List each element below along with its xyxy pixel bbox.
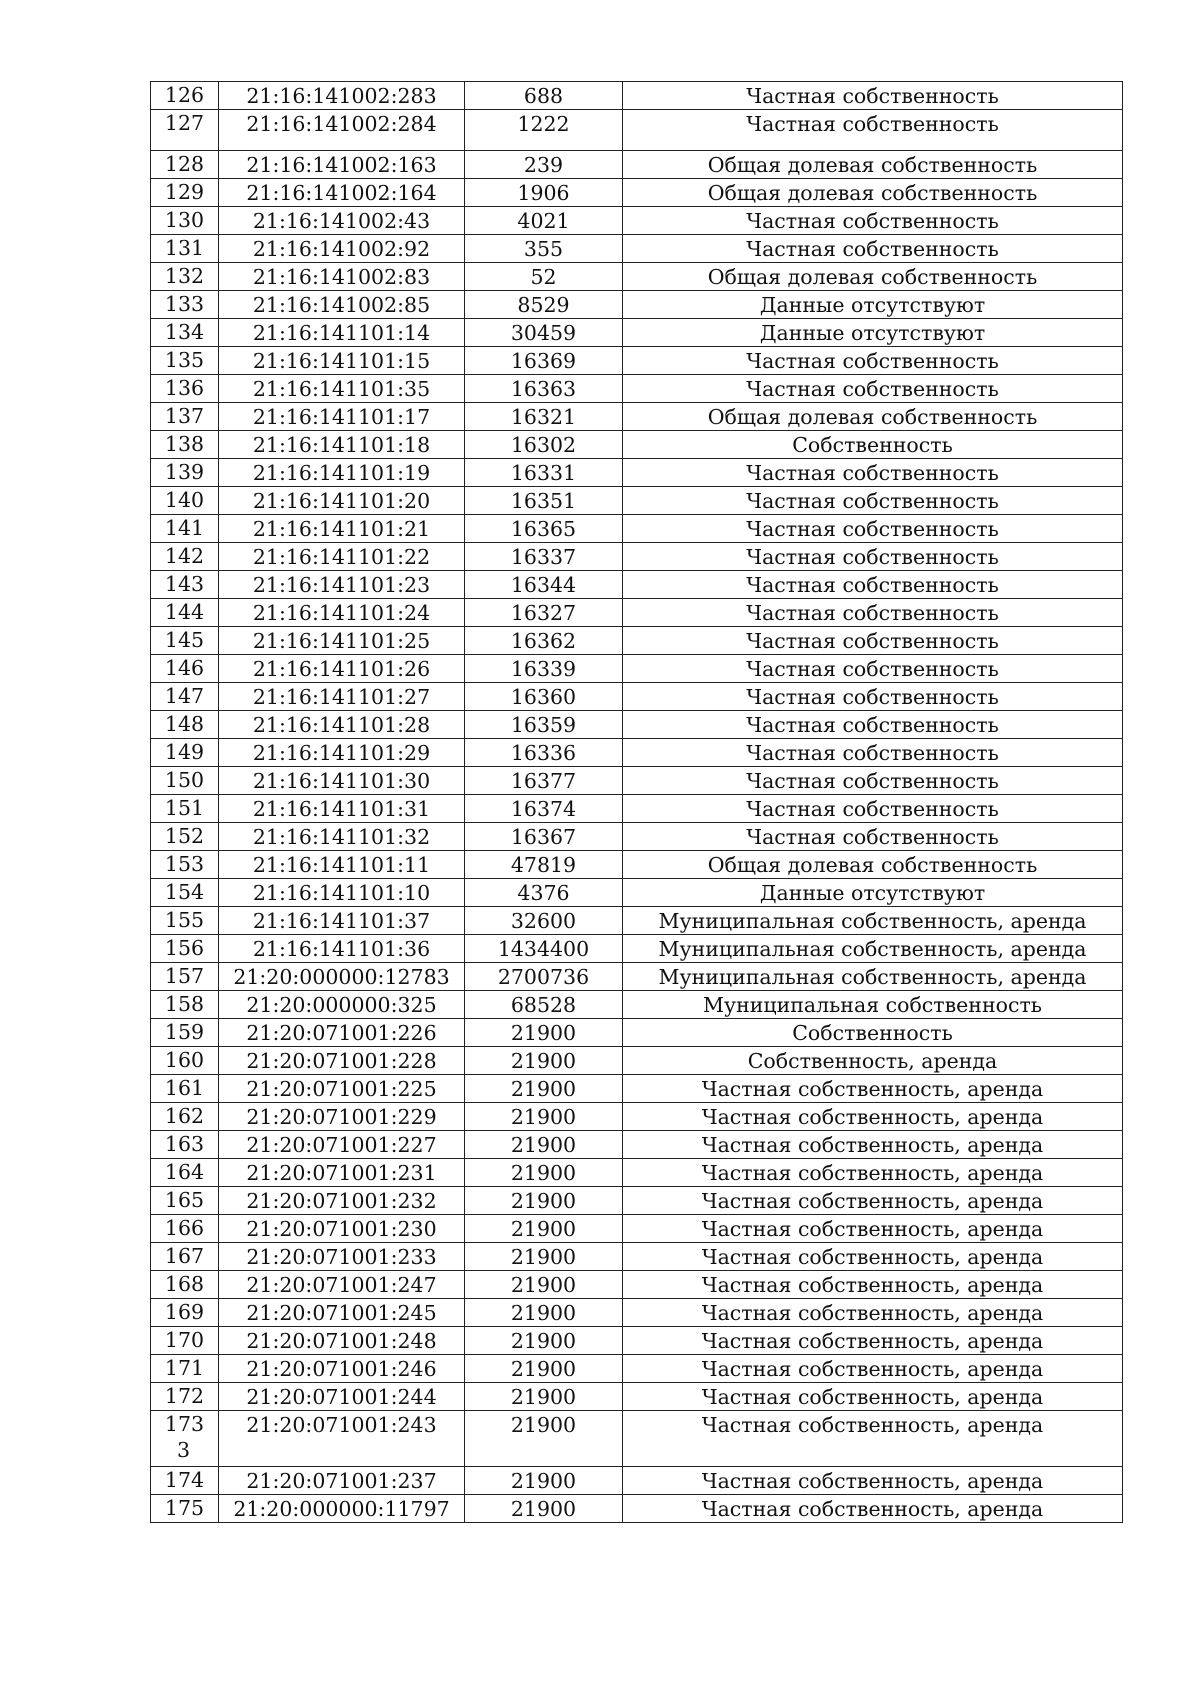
table-row (151, 823, 1123, 851)
area-cell: 16367 (465, 823, 623, 851)
row-number-cell: 155 (151, 907, 219, 935)
cadastral-number-cell: 21:16:141101:31 (219, 795, 465, 823)
cadastral-number-cell: 21:20:071001:228 (219, 1047, 465, 1075)
cadastral-number-cell: 21:20:071001:237 (219, 1467, 465, 1495)
table-row (151, 739, 1123, 767)
area-cell: 16365 (465, 515, 623, 543)
area-cell: 68528 (465, 991, 623, 1019)
cadastral-number-cell: 21:16:141101:23 (219, 571, 465, 599)
cadastral-number-cell: 21:16:141101:18 (219, 431, 465, 459)
table-row (151, 487, 1123, 515)
ownership-cell: Частная собственность (623, 823, 1123, 851)
cadastral-number-cell: 21:16:141101:17 (219, 403, 465, 431)
ownership-cell: Частная собственность (623, 627, 1123, 655)
cadastral-number-cell: 21:20:071001:243 (219, 1411, 465, 1467)
row-number-cell: 144 (151, 599, 219, 627)
row-number-cell: 130 (151, 207, 219, 235)
row-number-cell: 165 (151, 1187, 219, 1215)
area-cell: 21900 (465, 1243, 623, 1271)
cadastral-number-cell: 21:20:071001:247 (219, 1271, 465, 1299)
cadastral-number-cell: 21:16:141101:30 (219, 767, 465, 795)
row-number-cell: 151 (151, 795, 219, 823)
cadastral-number-cell: 21:16:141101:15 (219, 347, 465, 375)
ownership-cell: Частная собственность, аренда (623, 1467, 1123, 1495)
table-row (151, 627, 1123, 655)
row-number-cell: 150 (151, 767, 219, 795)
row-number-cell: 167 (151, 1243, 219, 1271)
cadastral-number-cell: 21:20:071001:232 (219, 1187, 465, 1215)
table-row (151, 1075, 1123, 1103)
area-cell: 30459 (465, 319, 623, 347)
cadastral-number-cell: 21:20:000000:325 (219, 991, 465, 1019)
area-cell: 21900 (465, 1047, 623, 1075)
area-cell: 21900 (465, 1299, 623, 1327)
area-cell: 21900 (465, 1327, 623, 1355)
row-number-cell: 143 (151, 571, 219, 599)
cadastral-number-cell: 21:20:000000:11797 (219, 1495, 465, 1523)
ownership-cell: Муниципальная собственность, аренда (623, 935, 1123, 963)
area-cell: 8529 (465, 291, 623, 319)
table-row (151, 907, 1123, 935)
cadastral-number-cell: 21:16:141101:35 (219, 375, 465, 403)
row-number-cell: 170 (151, 1327, 219, 1355)
row-number-cell: 127 (151, 110, 219, 151)
area-cell: 16363 (465, 375, 623, 403)
ownership-cell: Частная собственность (623, 655, 1123, 683)
row-number-cell: 152 (151, 823, 219, 851)
table-row (151, 82, 1123, 110)
cadastral-number-cell: 21:16:141101:29 (219, 739, 465, 767)
area-cell: 1906 (465, 179, 623, 207)
row-number-cell: 169 (151, 1299, 219, 1327)
ownership-cell: Частная собственность, аренда (623, 1103, 1123, 1131)
row-number-cell: 159 (151, 1019, 219, 1047)
ownership-cell: Частная собственность (623, 347, 1123, 375)
area-cell: 16327 (465, 599, 623, 627)
row-number-cell: 129 (151, 179, 219, 207)
area-cell: 16336 (465, 739, 623, 767)
area-cell: 16331 (465, 459, 623, 487)
cadastral-number-cell: 21:20:071001:233 (219, 1243, 465, 1271)
table-body (151, 82, 1123, 1523)
ownership-cell: Частная собственность (623, 599, 1123, 627)
table-row (151, 1495, 1123, 1523)
ownership-cell: Частная собственность (623, 110, 1123, 151)
table-row (151, 879, 1123, 907)
ownership-cell: Частная собственность (623, 543, 1123, 571)
ownership-cell: Частная собственность (623, 487, 1123, 515)
area-cell: 2700736 (465, 963, 623, 991)
row-number-cell: 146 (151, 655, 219, 683)
table-row (151, 1131, 1123, 1159)
table-row (151, 1103, 1123, 1131)
ownership-cell: Собственность, аренда (623, 1047, 1123, 1075)
area-cell: 16377 (465, 767, 623, 795)
table-row (151, 319, 1123, 347)
area-cell: 21900 (465, 1355, 623, 1383)
area-cell: 16351 (465, 487, 623, 515)
row-number-cell: 149 (151, 739, 219, 767)
table-row (151, 291, 1123, 319)
ownership-cell: Частная собственность, аренда (623, 1299, 1123, 1327)
ownership-cell: Частная собственность, аренда (623, 1355, 1123, 1383)
table-row (151, 767, 1123, 795)
area-cell: 16339 (465, 655, 623, 683)
row-number-cell: 173 3 (151, 1411, 219, 1467)
row-number-cell: 175 (151, 1495, 219, 1523)
cadastral-number-cell: 21:16:141101:25 (219, 627, 465, 655)
area-cell: 1434400 (465, 935, 623, 963)
table-row (151, 1019, 1123, 1047)
table-row (151, 1047, 1123, 1075)
table-row (151, 599, 1123, 627)
row-number-cell: 168 (151, 1271, 219, 1299)
ownership-cell: Частная собственность, аренда (623, 1243, 1123, 1271)
area-cell: 355 (465, 235, 623, 263)
table-row (151, 1467, 1123, 1495)
area-cell: 688 (465, 82, 623, 110)
row-number-cell: 158 (151, 991, 219, 1019)
table-row (151, 1187, 1123, 1215)
table-row (151, 543, 1123, 571)
cadastral-number-cell: 21:16:141002:164 (219, 179, 465, 207)
table-row (151, 1411, 1123, 1467)
area-cell: 16362 (465, 627, 623, 655)
ownership-cell: Данные отсутствуют (623, 291, 1123, 319)
table-row (151, 431, 1123, 459)
ownership-cell: Частная собственность (623, 767, 1123, 795)
table-row (151, 711, 1123, 739)
table-row (151, 991, 1123, 1019)
cadastral-number-cell: 21:16:141002:85 (219, 291, 465, 319)
table-row (151, 515, 1123, 543)
table-row (151, 1159, 1123, 1187)
cadastral-number-cell: 21:16:141101:11 (219, 851, 465, 879)
ownership-cell: Частная собственность, аренда (623, 1187, 1123, 1215)
row-number-cell: 161 (151, 1075, 219, 1103)
row-number-cell: 156 (151, 935, 219, 963)
row-number-cell: 148 (151, 711, 219, 739)
area-cell: 21900 (465, 1467, 623, 1495)
table-row (151, 375, 1123, 403)
table-row (151, 683, 1123, 711)
row-number-cell: 157 (151, 963, 219, 991)
table-row (151, 571, 1123, 599)
area-cell: 1222 (465, 110, 623, 151)
ownership-cell: Муниципальная собственность (623, 991, 1123, 1019)
area-cell: 21900 (465, 1159, 623, 1187)
row-number-cell: 136 (151, 375, 219, 403)
row-number-cell: 128 (151, 151, 219, 179)
land-plots-table (150, 81, 1123, 1523)
table-row (151, 263, 1123, 291)
ownership-cell: Частная собственность (623, 459, 1123, 487)
area-cell: 21900 (465, 1383, 623, 1411)
cadastral-number-cell: 21:20:071001:231 (219, 1159, 465, 1187)
row-number-cell: 139 (151, 459, 219, 487)
row-number-cell: 135 (151, 347, 219, 375)
ownership-cell: Частная собственность (623, 795, 1123, 823)
table-row (151, 1383, 1123, 1411)
ownership-cell: Общая долевая собственность (623, 851, 1123, 879)
area-cell: 239 (465, 151, 623, 179)
ownership-cell: Частная собственность (623, 711, 1123, 739)
ownership-cell: Частная собственность (623, 515, 1123, 543)
ownership-cell: Частная собственность (623, 375, 1123, 403)
table-row (151, 403, 1123, 431)
ownership-cell: Муниципальная собственность, аренда (623, 963, 1123, 991)
table-row (151, 795, 1123, 823)
area-cell: 16344 (465, 571, 623, 599)
table-row (151, 851, 1123, 879)
table-row (151, 459, 1123, 487)
ownership-cell: Данные отсутствуют (623, 879, 1123, 907)
ownership-cell: Частная собственность, аренда (623, 1383, 1123, 1411)
row-number-cell: 142 (151, 543, 219, 571)
ownership-cell: Общая долевая собственность (623, 151, 1123, 179)
cadastral-number-cell: 21:16:141101:20 (219, 487, 465, 515)
cadastral-number-cell: 21:16:141101:19 (219, 459, 465, 487)
ownership-cell: Частная собственность, аренда (623, 1131, 1123, 1159)
table-row (151, 1355, 1123, 1383)
cadastral-number-cell: 21:16:141002:43 (219, 207, 465, 235)
cadastral-number-cell: 21:20:071001:225 (219, 1075, 465, 1103)
area-cell: 21900 (465, 1103, 623, 1131)
row-number-cell: 133 (151, 291, 219, 319)
cadastral-number-cell: 21:16:141101:37 (219, 907, 465, 935)
row-number-cell: 147 (151, 683, 219, 711)
area-cell: 16369 (465, 347, 623, 375)
row-number-cell: 134 (151, 319, 219, 347)
area-cell: 21900 (465, 1187, 623, 1215)
ownership-cell: Общая долевая собственность (623, 403, 1123, 431)
table-row (151, 1271, 1123, 1299)
table-row (151, 1299, 1123, 1327)
row-number-cell: 131 (151, 235, 219, 263)
cadastral-number-cell: 21:20:071001:229 (219, 1103, 465, 1131)
cadastral-number-cell: 21:16:141002:283 (219, 82, 465, 110)
ownership-cell: Частная собственность, аренда (623, 1075, 1123, 1103)
row-number-cell: 153 (151, 851, 219, 879)
cadastral-number-cell: 21:20:000000:12783 (219, 963, 465, 991)
table-row (151, 935, 1123, 963)
ownership-cell: Частная собственность (623, 82, 1123, 110)
cadastral-number-cell: 21:20:071001:227 (219, 1131, 465, 1159)
cadastral-number-cell: 21:16:141101:24 (219, 599, 465, 627)
cadastral-number-cell: 21:16:141101:32 (219, 823, 465, 851)
cadastral-number-cell: 21:20:071001:226 (219, 1019, 465, 1047)
ownership-cell: Собственность (623, 431, 1123, 459)
table-row (151, 1327, 1123, 1355)
row-number-cell: 172 (151, 1383, 219, 1411)
table-row (151, 1243, 1123, 1271)
table-row (151, 347, 1123, 375)
cadastral-number-cell: 21:20:071001:244 (219, 1383, 465, 1411)
row-number-cell: 163 (151, 1131, 219, 1159)
area-cell: 16302 (465, 431, 623, 459)
cadastral-number-cell: 21:16:141101:22 (219, 543, 465, 571)
area-cell: 4376 (465, 879, 623, 907)
ownership-cell: Частная собственность, аренда (623, 1327, 1123, 1355)
ownership-cell: Частная собственность (623, 683, 1123, 711)
area-cell: 21900 (465, 1215, 623, 1243)
area-cell: 21900 (465, 1075, 623, 1103)
ownership-cell: Данные отсутствуют (623, 319, 1123, 347)
row-number-cell: 145 (151, 627, 219, 655)
table-row (151, 179, 1123, 207)
cadastral-number-cell: 21:16:141101:26 (219, 655, 465, 683)
cadastral-number-cell: 21:16:141002:163 (219, 151, 465, 179)
row-number-cell: 164 (151, 1159, 219, 1187)
cadastral-number-cell: 21:16:141101:36 (219, 935, 465, 963)
ownership-cell: Частная собственность, аренда (623, 1495, 1123, 1523)
cadastral-number-cell: 21:16:141002:83 (219, 263, 465, 291)
area-cell: 47819 (465, 851, 623, 879)
cadastral-number-cell: 21:16:141002:92 (219, 235, 465, 263)
cadastral-number-cell: 21:16:141101:10 (219, 879, 465, 907)
row-number-cell: 137 (151, 403, 219, 431)
row-number-cell: 126 (151, 82, 219, 110)
cadastral-number-cell: 21:16:141101:14 (219, 319, 465, 347)
row-number-cell: 166 (151, 1215, 219, 1243)
cadastral-number-cell: 21:20:071001:230 (219, 1215, 465, 1243)
ownership-cell: Собственность (623, 1019, 1123, 1047)
area-cell: 32600 (465, 907, 623, 935)
table-row (151, 655, 1123, 683)
ownership-cell: Частная собственность (623, 739, 1123, 767)
area-cell: 21900 (465, 1495, 623, 1523)
table-row (151, 235, 1123, 263)
ownership-cell: Частная собственность, аренда (623, 1411, 1123, 1467)
area-cell: 16337 (465, 543, 623, 571)
row-number-cell: 132 (151, 263, 219, 291)
area-cell: 16359 (465, 711, 623, 739)
table-row (151, 1215, 1123, 1243)
area-cell: 21900 (465, 1131, 623, 1159)
ownership-cell: Частная собственность (623, 235, 1123, 263)
cadastral-number-cell: 21:20:071001:245 (219, 1299, 465, 1327)
row-number-cell: 154 (151, 879, 219, 907)
table-row (151, 151, 1123, 179)
row-number-cell: 160 (151, 1047, 219, 1075)
table-row (151, 110, 1123, 151)
area-cell: 16321 (465, 403, 623, 431)
area-cell: 16374 (465, 795, 623, 823)
row-number-cell: 171 (151, 1355, 219, 1383)
area-cell: 21900 (465, 1019, 623, 1047)
ownership-cell: Общая долевая собственность (623, 263, 1123, 291)
cadastral-number-cell: 21:16:141101:28 (219, 711, 465, 739)
ownership-cell: Частная собственность (623, 571, 1123, 599)
table-row (151, 207, 1123, 235)
cadastral-number-cell: 21:16:141101:27 (219, 683, 465, 711)
cadastral-number-cell: 21:16:141002:284 (219, 110, 465, 151)
area-cell: 21900 (465, 1271, 623, 1299)
ownership-cell: Частная собственность, аренда (623, 1271, 1123, 1299)
area-cell: 4021 (465, 207, 623, 235)
row-number-cell: 141 (151, 515, 219, 543)
ownership-cell: Частная собственность, аренда (623, 1215, 1123, 1243)
row-number-cell: 138 (151, 431, 219, 459)
area-cell: 16360 (465, 683, 623, 711)
cadastral-number-cell: 21:20:071001:246 (219, 1355, 465, 1383)
row-number-cell: 140 (151, 487, 219, 515)
ownership-cell: Общая долевая собственность (623, 179, 1123, 207)
cadastral-number-cell: 21:20:071001:248 (219, 1327, 465, 1355)
row-number-cell: 162 (151, 1103, 219, 1131)
cadastral-number-cell: 21:16:141101:21 (219, 515, 465, 543)
table-row (151, 963, 1123, 991)
ownership-cell: Частная собственность, аренда (623, 1159, 1123, 1187)
ownership-cell: Частная собственность (623, 207, 1123, 235)
area-cell: 21900 (465, 1411, 623, 1467)
area-cell: 52 (465, 263, 623, 291)
row-number-cell: 174 (151, 1467, 219, 1495)
ownership-cell: Муниципальная собственность, аренда (623, 907, 1123, 935)
